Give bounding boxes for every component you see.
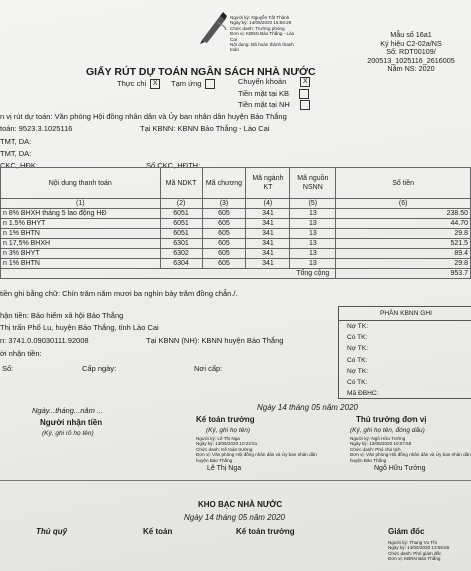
- col-num: (1): [1, 199, 161, 209]
- page-title: GIẤY RÚT DỰ TOÁN NGÂN SÁCH NHÀ NƯỚC: [86, 66, 316, 78]
- header-signature: Người ký: Nguyễn Tất Thành Ngày ký: 14/05/2020 15:56:28 Chức danh: Trưởng phòng Đơn vị: KBNN Bảo Thắng - Lào Cai Nội dung: Đã hoàn thành thanh toán: [230, 15, 295, 53]
- cap-ngay-line: Cấp ngày:: [82, 364, 117, 373]
- col-number-row: [1, 199, 471, 209]
- kbnn-box-line: Có TK:: [347, 356, 368, 364]
- treasury-date: Ngày 14 tháng 05 năm 2020: [184, 513, 285, 522]
- cell-nganh: 341: [246, 229, 290, 239]
- cell-nguon: 13: [290, 209, 336, 219]
- pen-icon: [198, 10, 228, 44]
- col-header-content: Nội dung thanh toán: [1, 168, 161, 199]
- cell-content: n 3% BHYT: [1, 249, 161, 259]
- kbnn-box-line: Nợ TK:: [347, 323, 369, 330]
- cell-nganh: 341: [246, 259, 290, 269]
- col-header-ndkt: Mã NDKT: [160, 168, 202, 199]
- cell-chuong: 605: [202, 249, 246, 259]
- cell-nguon: 13: [290, 249, 336, 259]
- cell-ndkt: 6301: [160, 239, 202, 249]
- cell-content: n 1.5% BHYT: [1, 219, 161, 229]
- cell-amount: 521.5: [336, 239, 471, 249]
- cell-nguon: 13: [290, 239, 336, 249]
- table-row: [1, 209, 471, 219]
- cell-chuong: 605: [202, 239, 246, 249]
- table-row: [1, 259, 471, 269]
- cell-nganh: 341: [246, 249, 290, 259]
- cell-chuong: 605: [202, 219, 246, 229]
- date-left: Ngày...tháng...năm ...: [32, 406, 104, 415]
- col-num: (4): [246, 199, 290, 209]
- kbnn-location: Tại KBNN: KBNN Bảo Thắng - Lào Cai: [140, 124, 270, 133]
- form-meta: Mẫu số 16a1 Ký hiệu C2-02a/NS Số: RDT00109/ 200513_1025116_2616005 Năm NS: 2020: [367, 30, 455, 74]
- date-right: Ngày 14 tháng 05 năm 2020: [257, 403, 358, 412]
- treasury-title: KHO BẠC NHÀ NƯỚC: [198, 500, 283, 509]
- cell-ndkt: 6302: [160, 249, 202, 259]
- option-tien-mat-nh: Tiền mặt tại NH: [238, 100, 310, 110]
- table-row: [1, 239, 471, 249]
- accountant-digital-signature: Người ký: Lê Thị Nga Ngày ký: 13/05/2020 10:22:51 Chức danh: Kế toán trưởng Đơn vị: Văn phòng Hội đồng nhân dân và Ủy ban nhân dân huyện Bảo Thắng: [196, 436, 317, 463]
- col-num: (3): [202, 199, 246, 209]
- kbnn-box-line: Nợ TK:: [347, 345, 369, 353]
- cell-chuong: 605: [202, 259, 246, 269]
- table-row: [1, 219, 471, 229]
- cell-amount: 238.50: [336, 209, 471, 219]
- receiver-line: ời nhận tiền:: [0, 349, 42, 358]
- cell-content: n 1% BHTN: [1, 259, 161, 269]
- kbnn-entry-box: [338, 306, 471, 399]
- cmnd-line: Số:: [2, 364, 14, 373]
- cell-nguon: 13: [290, 219, 336, 229]
- accountant-title: Kế toán trưởng: [196, 415, 255, 424]
- total-label: Tổng cộng: [1, 269, 336, 279]
- cell-amount: 89.4: [336, 249, 471, 259]
- table-row: [1, 249, 471, 259]
- tmt-da-1: TMT, DA:: [0, 137, 32, 146]
- so-ckc-hdth: Số CKC, HĐTH:: [146, 161, 201, 170]
- option-chuyen-khoan: Chuyển khoản X: [238, 77, 310, 87]
- cell-content: n 8% BHXH tháng 5 lao động HĐ: [1, 209, 161, 219]
- noi-cap-line: Nơi cấp:: [194, 364, 223, 373]
- col-num: (6): [336, 199, 471, 209]
- cell-ndkt: 6304: [160, 259, 202, 269]
- total-row: [1, 269, 471, 279]
- cell-ndkt: 6051: [160, 229, 202, 239]
- treasury-ke-toan: Kế toán: [143, 527, 173, 536]
- payee-address: Thị trấn Phố Lu, huyện Bảo Thắng, tỉnh Lào Cai: [0, 323, 159, 332]
- kbnn-box-line: Nợ TK:: [347, 367, 369, 375]
- total-value: 953.7: [336, 269, 471, 279]
- head-title: Thủ trưởng đơn vị: [356, 415, 427, 424]
- kbnn-box-line: Mã ĐBHC:: [347, 390, 379, 398]
- col-header-chuong: Mã chương: [202, 168, 246, 199]
- cell-nguon: 13: [290, 259, 336, 269]
- cell-amount: 44.70: [336, 219, 471, 229]
- cell-nganh: 341: [246, 219, 290, 229]
- amount-in-words: tiền ghi bằng chữ: Chín trăm năm mươi ba nghìn bảy trăm đồng chẵn./.: [0, 289, 238, 298]
- option-tam-ung: Tạm ứng: [171, 79, 215, 89]
- cell-content: n 1% BHTN: [1, 229, 161, 239]
- tmt-da-2: TMT, DA:: [0, 149, 32, 158]
- payee-kbnn: Tại KBNN (NH): KBNN huyện Bảo Thắng: [146, 336, 284, 345]
- table-row: [1, 229, 471, 239]
- account-line: toản: 9523.3.1025116: [0, 124, 73, 133]
- cell-chuong: 605: [202, 229, 246, 239]
- option-tien-mat-kb: Tiền mặt tại KB: [238, 89, 309, 99]
- section-divider: [0, 480, 471, 481]
- accountant-note: (Ký, ghi họ tên): [206, 427, 251, 434]
- cell-amount: 29.8: [336, 259, 471, 269]
- cell-chuong: 605: [202, 209, 246, 219]
- head-note: (Ký, ghi họ tên, đóng dấu): [350, 427, 425, 434]
- receiver-title: Người nhận tiền: [40, 418, 103, 427]
- treasury-thu-quy: Thủ quỹ: [36, 527, 68, 536]
- cell-nganh: 341: [246, 239, 290, 249]
- kbnn-box-title: PHẦN KBNN GHI: [339, 307, 471, 321]
- col-header-nganh: Mã ngành KT: [246, 168, 290, 199]
- kbnn-box-line: Có TK:: [347, 378, 368, 386]
- payee-name: hận tiền: Bảo hiểm xã hội Bảo Thắng: [0, 311, 124, 320]
- col-num: (5): [290, 199, 336, 209]
- col-header-amount: Số tiền: [336, 168, 471, 199]
- receiver-note: (Ký, ghi rõ họ tên): [42, 430, 94, 437]
- table-header-row: [1, 168, 471, 199]
- unit-line: n vị rút dự toán: Văn phòng Hội đồng nhân dân và Ủy ban nhân dân huyện Bảo Thắng: [0, 112, 287, 121]
- head-digital-signature: Người ký: Ngô Hữu Tưởng Ngày ký: 13/05/2020 10:07:58 Chức danh: Phó chủ tịch Đơn vị: Văn phòng Hội đồng nhân dân và Ủy ban nhân dân huyện Bảo Thắng: [350, 436, 471, 463]
- treasury-ke-toan-truong: Kế toán trưởng: [236, 527, 295, 536]
- cell-amount: 29.8: [336, 229, 471, 239]
- kbnn-box-line: Có TK:: [347, 334, 368, 342]
- cell-content: n 17,5% BHXH: [1, 239, 161, 249]
- ckc-hdk: CKC, HĐK:: [0, 161, 38, 170]
- col-num: (2): [160, 199, 202, 209]
- treasury-giam-doc: Giám đốc: [388, 527, 425, 536]
- payee-account: n: 3741.0.09030111.92008: [0, 336, 89, 345]
- cell-ndkt: 6051: [160, 209, 202, 219]
- col-header-nguon: Mã nguồn NSNN: [290, 168, 336, 199]
- cell-nguon: 13: [290, 229, 336, 239]
- cell-ndkt: 6051: [160, 219, 202, 229]
- payment-table: [0, 167, 471, 279]
- head-name: Ngô Hữu Tưởng: [374, 465, 426, 472]
- cell-nganh: 341: [246, 209, 290, 219]
- accountant-name: Lê Thị Nga: [207, 465, 242, 472]
- director-digital-signature: Người ký: Thang Vu Thi Ngày ký: 14/05/2020 13:56:55 Chức danh: Phó giám đốc Đơn vị: KBNN Bảo Thắng: [388, 540, 450, 562]
- option-thuc-chi: Thực chi X: [117, 79, 160, 89]
